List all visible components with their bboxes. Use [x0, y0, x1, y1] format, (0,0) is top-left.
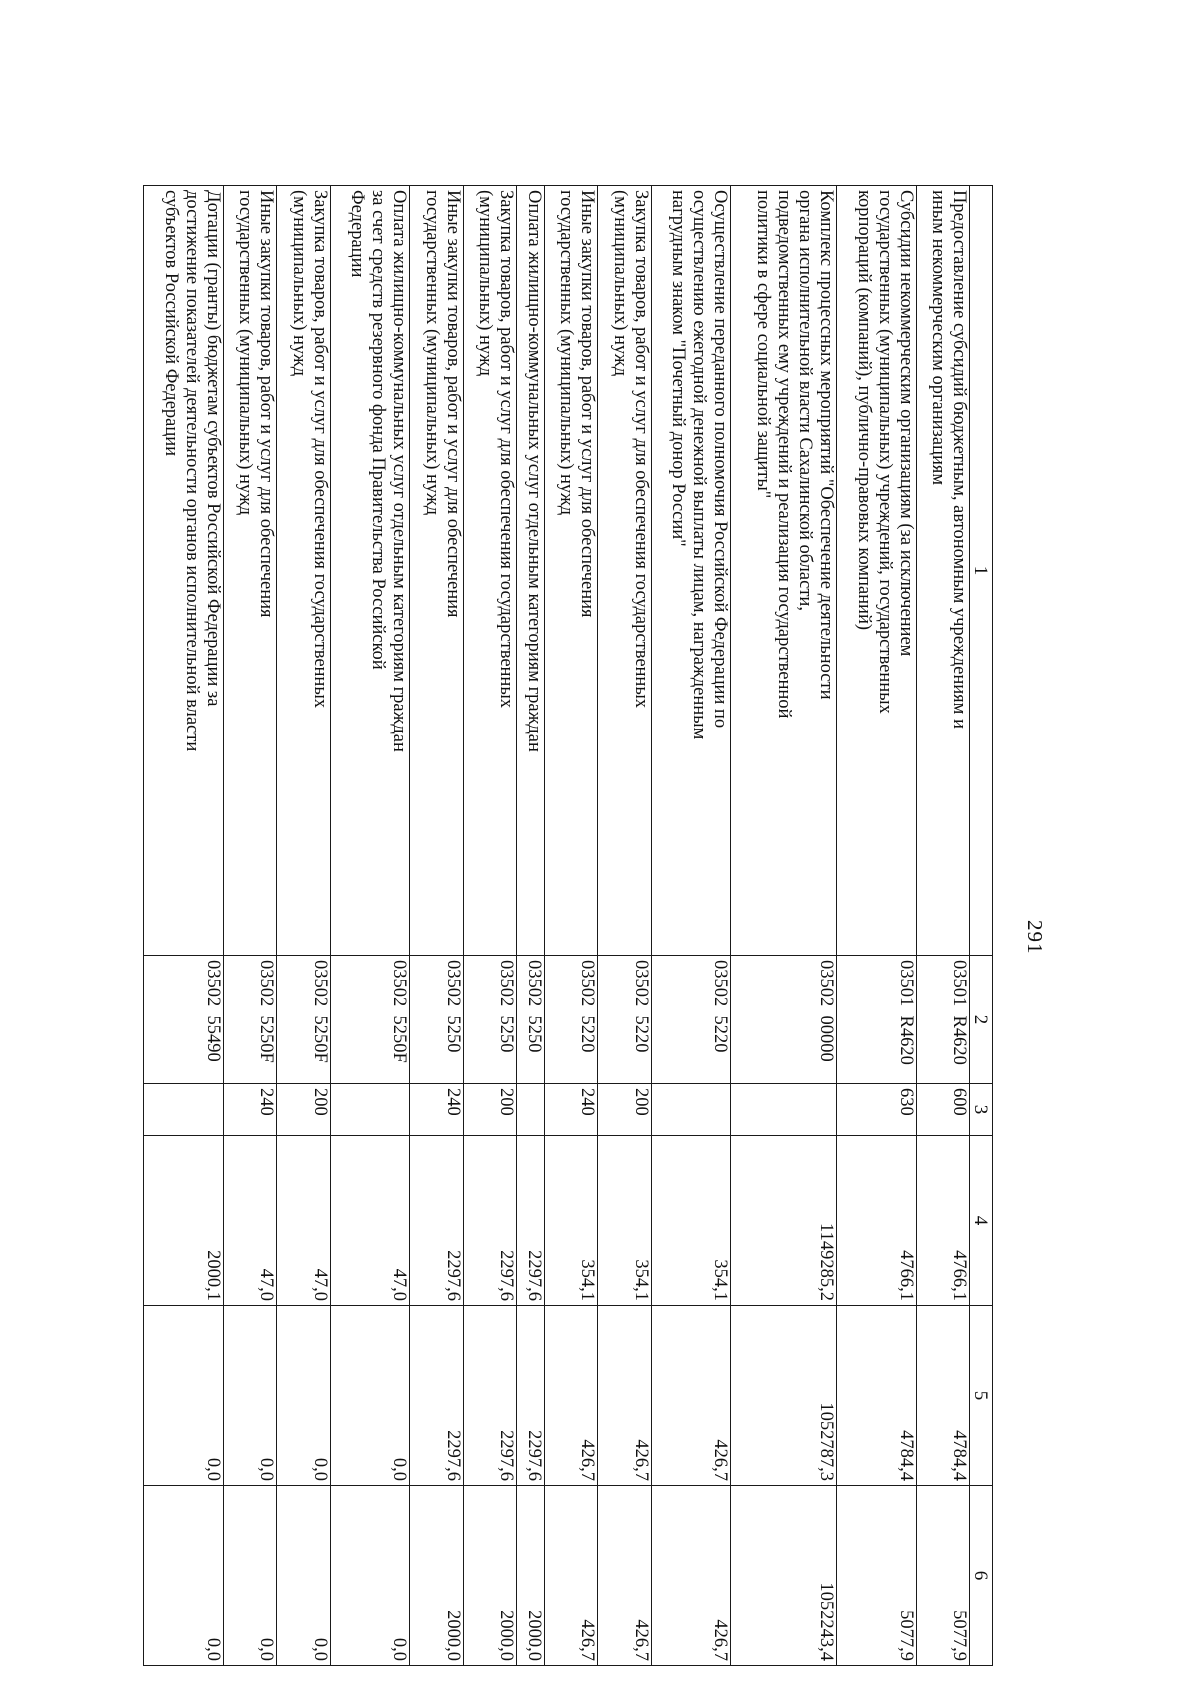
amount-column-5: 2297,6	[463, 1306, 516, 1486]
amount-column-4: 354,1	[544, 1136, 597, 1306]
description-line: подведомственных ему учреждений и реализация государственной	[773, 190, 794, 719]
budget-classification-code: 03502 55490	[144, 956, 224, 1084]
description-line: политики в сфере социальной защиты"	[752, 190, 773, 499]
budget-classification-code: 03502 5250F	[277, 956, 330, 1084]
budget-classification-code: 03502 5220	[651, 956, 731, 1084]
budget-classification-code: 03502 5220	[544, 956, 597, 1084]
amount-column-6: 1052243,4	[731, 1486, 837, 1666]
amount-column-6: 426,7	[544, 1486, 597, 1666]
amount-column-5: 0,0	[277, 1306, 330, 1486]
amount-column-4: 2000,1	[144, 1136, 224, 1306]
description-line: государственных (муниципальных) учреждений, государственных	[874, 190, 895, 714]
expense-type-code: 200	[463, 1084, 516, 1136]
table-row	[598, 186, 651, 1666]
table-row	[731, 186, 837, 1666]
table-row	[916, 186, 969, 1666]
description-line: (муниципальных) нужд	[609, 190, 630, 377]
description-line: субъектов Российской Федерации	[160, 190, 181, 457]
description-line: государственных (муниципальных) нужд	[235, 190, 256, 516]
expense-type-code: 200	[277, 1084, 330, 1136]
description-line: достижение показателей деятельности органов исполнительной власти	[181, 190, 202, 752]
description-line: Оплата жилищно-коммунальных услуг отдельным категориям граждан	[523, 190, 544, 752]
expense-type-code: 630	[836, 1084, 916, 1136]
expense-type-code: 200	[598, 1084, 651, 1136]
table-row	[410, 186, 463, 1666]
column-header-3: 3	[970, 1084, 993, 1136]
amount-column-6: 2000,0	[517, 1486, 544, 1666]
expense-type-code	[731, 1084, 837, 1136]
amount-column-6: 5077,9	[916, 1486, 969, 1666]
description-line: Иные закупки товаров, работ и услуг для обеспечения	[442, 190, 463, 618]
description-line: Закупка товаров, работ и услуг для обеспечения государственных	[630, 190, 651, 709]
amount-column-4: 2297,6	[410, 1136, 463, 1306]
description-line: Осуществление переданного полномочия Российской Федерации по	[710, 190, 731, 729]
description-line: Закупка товаров, работ и услуг для обеспечения государственных	[496, 190, 517, 709]
row-description	[836, 186, 916, 956]
row-description	[598, 186, 651, 956]
description-line: государственных (муниципальных) нужд	[556, 190, 577, 516]
table-row	[836, 186, 916, 1666]
amount-column-6: 426,7	[651, 1486, 731, 1666]
amount-column-5: 0,0	[223, 1306, 276, 1486]
row-description	[517, 186, 544, 956]
description-line: Федерации	[347, 190, 368, 278]
table-row	[651, 186, 731, 1666]
column-header-1: 1	[970, 186, 993, 956]
description-line: иным некоммерческим организациям	[928, 190, 948, 486]
row-description	[144, 186, 224, 956]
amount-column-4: 354,1	[651, 1136, 731, 1306]
expense-type-code	[651, 1084, 731, 1136]
budget-classification-code: 03501 R4620	[916, 956, 969, 1084]
amount-column-5: 2297,6	[517, 1306, 544, 1486]
amount-column-4: 47,0	[330, 1136, 410, 1306]
expense-type-code: 240	[223, 1084, 276, 1136]
header-row	[970, 186, 993, 1666]
budget-classification-code: 03502 5250F	[223, 956, 276, 1084]
budget-table	[143, 185, 993, 1666]
description-line: за счет средств резервного фонда Правительства Российской	[368, 190, 389, 670]
amount-column-6: 0,0	[277, 1486, 330, 1666]
page-number: 291	[1023, 920, 1047, 955]
description-line: Предоставление субсидий бюджетным, автономным учреждениям и	[949, 190, 969, 729]
expense-type-code: 240	[410, 1084, 463, 1136]
description-line: Дотации (гранты) бюджетам субъектов Российской Федерации за	[202, 190, 223, 707]
column-header-2: 2	[970, 956, 993, 1084]
expense-type-code	[517, 1084, 544, 1136]
row-description	[463, 186, 516, 956]
description-line: осуществлению ежегодной денежной выплаты лицам, награжденным	[689, 190, 710, 740]
expense-type-code: 600	[916, 1084, 969, 1136]
description-line: корпораций (компаний), публично-правовых компаний)	[853, 190, 874, 631]
table-row	[277, 186, 330, 1666]
amount-column-4: 4766,1	[836, 1136, 916, 1306]
amount-column-6: 2000,0	[463, 1486, 516, 1666]
expense-type-code: 240	[544, 1084, 597, 1136]
description-line: Иные закупки товаров, работ и услуг для обеспечения	[256, 190, 277, 618]
table-body	[144, 186, 970, 1666]
column-header-4: 4	[970, 1136, 993, 1306]
row-description	[277, 186, 330, 956]
amount-column-5: 426,7	[598, 1306, 651, 1486]
amount-column-6: 0,0	[223, 1486, 276, 1666]
expense-type-code	[330, 1084, 410, 1136]
budget-classification-code: 03502 00000	[731, 956, 837, 1084]
amount-column-5: 426,7	[651, 1306, 731, 1486]
expense-type-code	[144, 1084, 224, 1136]
amount-column-4: 47,0	[223, 1136, 276, 1306]
amount-column-4: 1149285,2	[731, 1136, 837, 1306]
budget-classification-code: 03502 5250	[463, 956, 516, 1084]
description-line: органа исполнительной власти Сахалинской области,	[794, 190, 815, 611]
table-row	[463, 186, 516, 1666]
description-line: (муниципальных) нужд	[288, 190, 309, 377]
table-row	[223, 186, 276, 1666]
table-row	[144, 186, 224, 1666]
description-line: нагрудным знаком "Почетный донор России"	[668, 190, 689, 547]
description-line: Комплекс процессных мероприятий "Обеспечение деятельности	[815, 190, 836, 700]
row-description	[731, 186, 837, 956]
budget-classification-code: 03502 5220	[598, 956, 651, 1084]
amount-column-5: 0,0	[144, 1306, 224, 1486]
budget-classification-code: 03501 R4620	[836, 956, 916, 1084]
budget-classification-code: 03502 5250F	[330, 956, 410, 1084]
amount-column-5: 4784,4	[916, 1306, 969, 1486]
amount-column-4: 4766,1	[916, 1136, 969, 1306]
amount-column-5: 1052787,3	[731, 1306, 837, 1486]
row-description	[544, 186, 597, 956]
description-line: Иные закупки товаров, работ и услуг для обеспечения	[577, 190, 598, 618]
amount-column-5: 4784,4	[836, 1306, 916, 1486]
amount-column-4: 2297,6	[463, 1136, 516, 1306]
row-description	[330, 186, 410, 956]
description-line: государственных (муниципальных) нужд	[421, 190, 442, 516]
amount-column-4: 47,0	[277, 1136, 330, 1306]
row-description	[651, 186, 731, 956]
amount-column-4: 2297,6	[517, 1136, 544, 1306]
amount-column-6: 2000,0	[410, 1486, 463, 1666]
column-header-6: 6	[970, 1486, 993, 1666]
amount-column-6: 0,0	[330, 1486, 410, 1666]
budget-classification-code: 03502 5250	[517, 956, 544, 1084]
row-description	[410, 186, 463, 956]
table-row	[544, 186, 597, 1666]
amount-column-5: 2297,6	[410, 1306, 463, 1486]
rotated-page-content	[143, 185, 1047, 1665]
description-line: (муниципальных) нужд	[475, 190, 496, 377]
amount-column-6: 426,7	[598, 1486, 651, 1666]
description-line: Оплата жилищно-коммунальных услуг отдельным категориям граждан	[389, 190, 410, 752]
amount-column-4: 354,1	[598, 1136, 651, 1306]
description-line: Субсидии некоммерческим организациям (за исключением	[895, 190, 916, 657]
row-description	[916, 186, 969, 956]
amount-column-5: 426,7	[544, 1306, 597, 1486]
budget-classification-code: 03502 5250	[410, 956, 463, 1084]
description-line: Закупка товаров, работ и услуг для обеспечения государственных	[309, 190, 330, 709]
row-description	[223, 186, 276, 956]
table-row	[330, 186, 410, 1666]
amount-column-5: 0,0	[330, 1306, 410, 1486]
amount-column-6: 5077,9	[836, 1486, 916, 1666]
column-header-5: 5	[970, 1306, 993, 1486]
amount-column-6: 0,0	[144, 1486, 224, 1666]
table-row	[517, 186, 544, 1666]
